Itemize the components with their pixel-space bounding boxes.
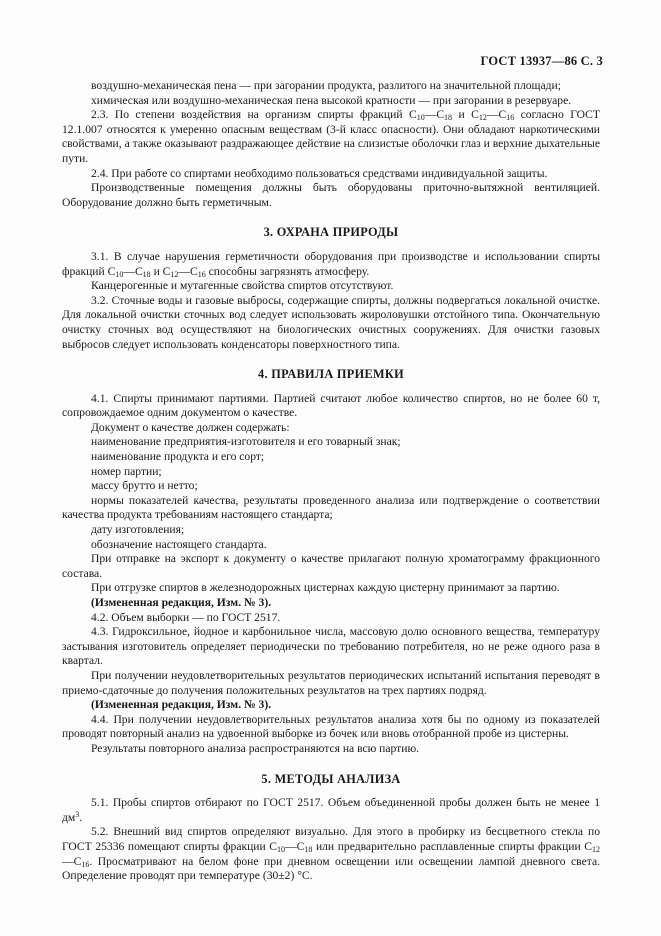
list-item: обозначение настоящего стандарта. <box>91 537 267 551</box>
paragraph-4-1: 4.1. Спирты принимают партиями. Партией считают любое количество спиртов, но не более 60 т, сопровождаемое одним документом о качестве. <box>62 391 600 420</box>
paragraph: При отправке на экспорт к документу о качестве прилагают полную хроматограмму фракционного состава. <box>62 552 600 580</box>
list-item: наименование предприятия-изготовителя и его товарный знак; <box>91 435 401 449</box>
paragraph: Производственные помещения должны быть оборудованы приточно-вытяжной вентиляцией. Оборудование должно быть герметичным. <box>62 181 600 209</box>
section-title-5: 5. МЕТОДЫ АНАЛИЗА <box>261 771 401 786</box>
paragraph-4-4: 4.4. При получении неудовлетворительных результатов анализа хотя бы по одному из показателей проводят повторный анализ на удвоенной выборке из бочек или вновь отобранной пробе из цистерны. <box>62 712 600 741</box>
paragraph: Документ о качестве должен содержать: <box>91 420 290 434</box>
list-item: наименование продукта и его сорт; <box>91 450 265 464</box>
paragraph-5-1: 5.1. Пробы спиртов отбирают по ГОСТ 2517. Объем объединенной пробы должен быть не менее 1 $дм^3$. <box>62 796 600 824</box>
list-item: массу брутто и нетто; <box>91 479 198 493</box>
paragraph-3-1: 3.1. В случае нарушения герметичности оборудования при производстве и использовании спирты фракций $C_{10}—C_{18}$ и $C_{12}—C_{16}$ способны загрязнять атмосферу. <box>62 249 600 279</box>
paragraph-5-2: 5.2. Внешний вид спиртов определяют визуально. Для этого в пробирку из бесцветного стекла по ГОСТ 25336 помещают спирты фракции $C_{10}—C_{18}$ или предварительно расплавленные спирты фракции $C_{12}—C_{16}$. Просматривают на белом фоне при дневном освещении или освещении лампой дневного света. Определение проводят при температуре (30±2) °C. <box>62 825 600 883</box>
paragraph-3-2: 3.2. Сточные воды и газовые выбросы, содержащие спирты, должны подвергаться локальной очистке. Для локальной очистки сточных вод следует использовать жироловушки отстойного типа. Окончательную очистку сточных вод осуществляют на биологических очистных сооружениях. Для очистки газовых выбросов следует использовать конденсаторы поверхностного типа. <box>62 293 600 351</box>
list-item: номер партии; <box>91 464 162 478</box>
list-item: дату изготовления; <box>91 523 185 537</box>
paragraph: Результаты повторного анализа распространяются на всю партию. <box>91 741 420 755</box>
paragraph-4-3: 4.3. Гидроксильное, йодное и карбонильное числа, массовую долю основного вещества, температуру застывания изготовитель определяет периодически по требованию потребителя, но не реже одного раза в квартал. <box>62 625 600 668</box>
paragraph: Канцерогенные и мутагенные свойства спиртов отсутствуют. <box>91 279 394 293</box>
paragraph: воздушно-механическая пена — при загорании продукта, разлитого на значительной площади; <box>91 79 561 92</box>
paragraph-4-2: 4.2. Объем выборки — по ГОСТ 2517. <box>91 610 281 624</box>
paragraph: При получении неудовлетворительных результатов периодических испытаний испытания переводят в приемо-сдаточные до получения положительных результатов на трех партиях подряд. <box>62 668 600 697</box>
section-title-3: 3. ОХРАНА ПРИРОДЫ <box>263 225 399 240</box>
list-item: нормы показателей качества, результаты проведенного анализа или подтверждение о соответствии качества продукта требованиям настоящего стандарта; <box>62 493 600 522</box>
page-header: ГОСТ 13937—86 С. 3 <box>480 54 603 68</box>
paragraph-2-3: 2.3. По степени воздействия на организм спирты фракций $C_{10}—C_{18}$ и $C_{12}—C_{16}$ согласно ГОСТ 12.1.007 относятся к умеренно опасным веществам (3-й класс опасности). Они обладают наркотическими свойствами, а также оказывают раздражающее действие на слизистые оболочки глаз и верхние дыхательные пути. <box>62 108 600 165</box>
edition-note: (Измененная редакция, Изм. № 3). <box>91 596 272 609</box>
paragraph: химическая или воздушно-механическая пена высокой кратности — при загорании в резервуаре. <box>91 93 572 107</box>
document-body <box>62 79 600 884</box>
edition-note: (Измененная редакция, Изм. № 3). <box>91 698 272 712</box>
paragraph: При отгрузке спиртов в железнодорожных цистернах каждую цистерну принимают за партию. <box>91 581 560 595</box>
section-title-4: 4. ПРАВИЛА ПРИЕМКИ <box>258 367 404 382</box>
paragraph-2-4: 2.4. При работе со спиртами необходимо пользоваться средствами индивидуальной защиты. <box>91 166 548 180</box>
